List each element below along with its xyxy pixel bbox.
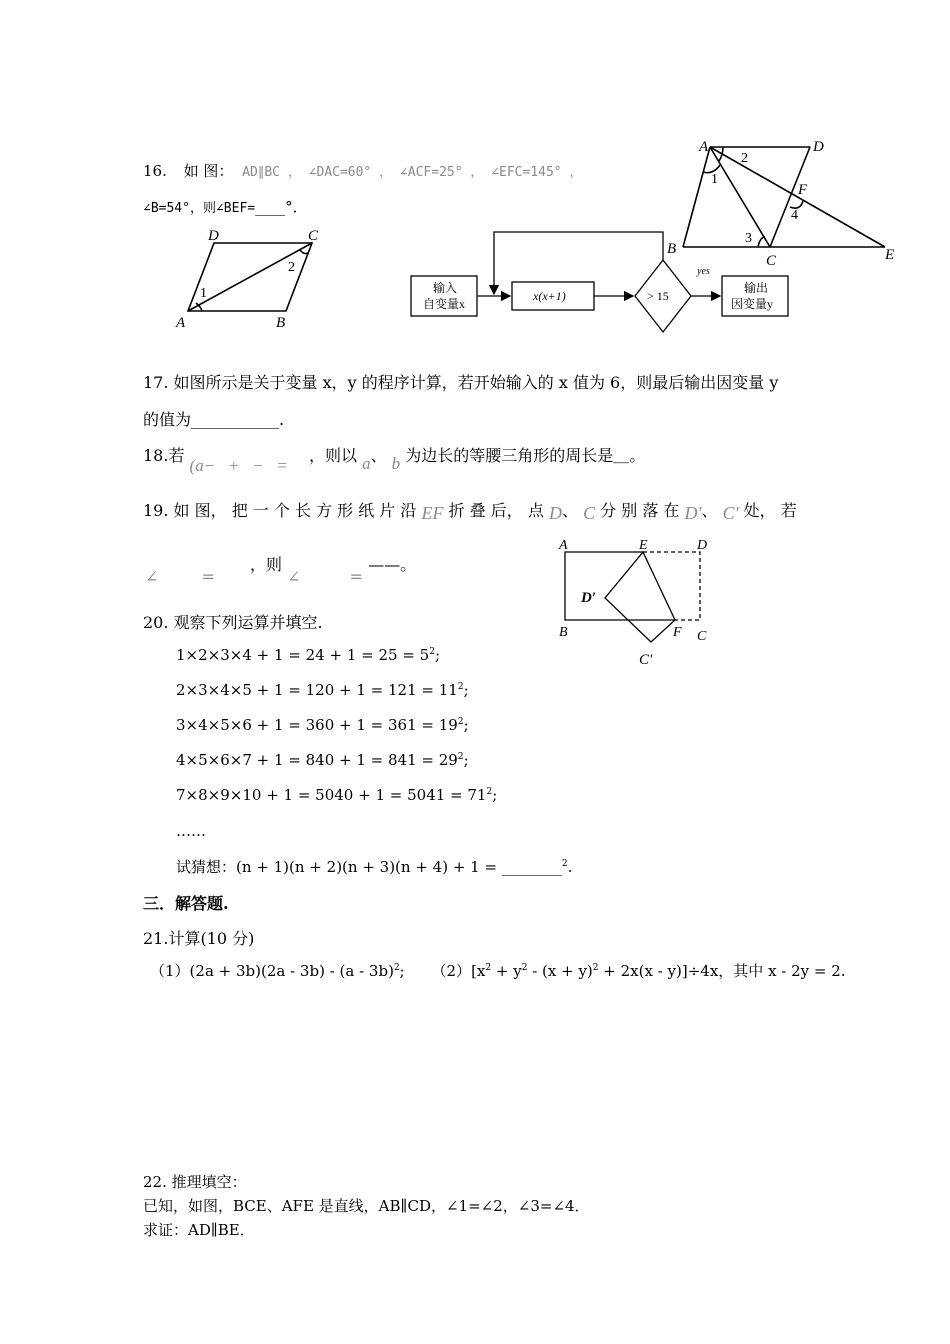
q20-row-exp: 2	[486, 787, 493, 797]
flow-condition-text: > 15	[647, 289, 669, 303]
q20-row-expr: 4×5×6×7 + 1 = 840 + 1 = 841 = 29	[176, 751, 458, 769]
q21-p1-expr: (2a + 3b)(2a - 3b) - (a - 3b)	[189, 962, 394, 980]
q19-var-c: C	[583, 503, 596, 523]
q17-line2	[143, 407, 284, 430]
section-3-title: 三．解答题.	[143, 894, 229, 913]
q20-row-exp: 2	[457, 682, 464, 692]
q19-text-d: 处， 若	[743, 501, 797, 520]
q20-row-end: ;	[492, 786, 498, 804]
q19-angle-1: ∠	[145, 567, 159, 586]
folded-quad	[605, 552, 675, 642]
label-E: E	[885, 247, 895, 263]
flow-input-line1: 输入	[433, 281, 458, 295]
label-D: D	[208, 228, 219, 244]
label-1: 1	[200, 286, 207, 301]
label-B: B	[276, 315, 286, 330]
q20-row-expr: 1×2×3×4 + 1 = 24 + 1 = 25 = 5	[176, 646, 430, 664]
label-2: 2	[288, 260, 295, 275]
q18-text-b: 为边长的等腰三角形的周长是＿。	[405, 446, 646, 465]
arc-angle-2	[300, 250, 308, 254]
q20-row-2	[176, 681, 469, 699]
rect-dashed-part	[643, 552, 700, 620]
q18-var-a: a	[362, 454, 371, 473]
q16-line2	[143, 196, 308, 217]
label-B: B	[559, 625, 568, 640]
q19-var-dprime: D′	[684, 503, 702, 523]
flow-input-line2: 自变量x	[423, 297, 466, 311]
q18-number: 18.若	[143, 446, 185, 465]
label-Cprime: C′	[639, 652, 653, 668]
q19-answer-blank: ——。	[368, 555, 417, 574]
label-B: B	[667, 241, 677, 257]
label-E: E	[639, 538, 648, 553]
q20-row-end: ;	[463, 681, 469, 699]
q17-text: 的值为	[143, 410, 192, 429]
q19-var-d: D	[548, 503, 562, 523]
q20-row-expr: 2×3×4×5 + 1 = 120 + 1 = 121 = 11	[176, 681, 458, 699]
q20-guess	[176, 856, 572, 877]
q20-guess-expr: (n + 1)(n + 2)(n + 3)(n + 4) + 1 = ________	[236, 858, 562, 876]
q19-then: ，则	[250, 555, 283, 574]
q18-expression: (a− + − =	[189, 456, 288, 475]
q19-text-c: 分 别 落 在	[600, 501, 680, 520]
q20-row-1	[176, 646, 440, 664]
q20-dots: ……	[176, 822, 206, 840]
label-2: 2	[741, 151, 748, 166]
q20-row-4	[176, 751, 469, 769]
q17-line1: 17. 如图所示是关于变量 x，y 的程序计算，若开始输入的 x 值为 6，则最后输出因变量 y	[143, 373, 779, 392]
label-F: F	[673, 625, 682, 640]
q21-p2-expr-b: + y	[491, 962, 522, 980]
q20-guess-end: .	[567, 858, 573, 876]
label-1: 1	[711, 172, 718, 187]
q20-row-expr: 7×8×9×10 + 1 = 5040 + 1 = 5041 = 71	[176, 786, 487, 804]
q16-text-a: 如 图：	[183, 162, 234, 180]
q16-conditions: AD∥BC ， ∠DAC=60° ， ∠ACF=25° ， ∠EFC=145° ，	[242, 165, 583, 180]
label-C: C	[697, 629, 707, 644]
q19-eq-1: =	[201, 567, 215, 586]
q20-row-exp: 2	[429, 647, 435, 657]
q17-end: .	[279, 410, 285, 429]
q19-var-cprime: C′	[722, 503, 739, 523]
label-Dprime: D′	[581, 590, 597, 606]
q16-number: 16.	[143, 162, 167, 180]
fig-flowchart	[405, 228, 795, 338]
flow-yes-label: yes	[697, 266, 710, 277]
q20-row-end: ;	[434, 646, 441, 664]
q20-row-exp: 2	[457, 752, 464, 762]
q18-text-a: ，则以	[308, 446, 357, 465]
q20-guess-exp: 2	[561, 859, 568, 869]
flow-compute-text: x(x+1)	[533, 289, 566, 303]
q19-text-b: 折 叠 后， 点	[448, 501, 544, 520]
q20-row-end: ;	[463, 716, 469, 734]
q21-p2-exp2: 2	[521, 963, 528, 973]
q21-p2-expr-a: [x	[471, 962, 486, 980]
label-A: A	[176, 315, 186, 330]
label-D: D	[813, 139, 824, 155]
q18-var-b: b	[391, 454, 401, 473]
q19-angle-2: ∠	[287, 567, 301, 586]
q21-p2-exp1: 2	[485, 963, 492, 973]
flow-loop-back	[494, 232, 663, 294]
label-C: C	[308, 228, 319, 244]
label-A: A	[699, 139, 709, 155]
label-3: 3	[745, 231, 752, 246]
q20-row-exp: 2	[457, 717, 464, 727]
label-4: 4	[791, 208, 798, 223]
fig-parallelogram	[170, 225, 330, 330]
q16-text-c: ∠B=54°，则∠BEF=	[143, 201, 256, 216]
q19-sep2: 、	[701, 501, 718, 520]
flow-output-line1: 输出	[744, 281, 769, 295]
q19-sep1: 、	[561, 501, 578, 520]
q18-sep: 、	[370, 446, 387, 465]
q21-title: 21.计算(10 分)	[143, 929, 255, 948]
label-D: D	[697, 538, 708, 553]
q21-parts	[150, 960, 846, 981]
q20-title: 20. 观察下列运算并填空.	[143, 613, 323, 632]
q19-line2	[145, 552, 417, 586]
q21-p1-end: ;	[399, 962, 405, 980]
q22-title: 22. 推理填空：	[143, 1173, 247, 1191]
q19-line1	[143, 498, 797, 521]
q19-eq-2: =	[349, 567, 364, 586]
q19-text-a: 19. 如 图， 把 一 个 长 方 形 纸 片 沿	[143, 501, 417, 520]
q20-guess-label: 试猜想：	[176, 858, 237, 876]
q16-answer-blank: ____	[255, 198, 286, 216]
q16-text-d: °．	[285, 198, 308, 216]
q17-answer-blank: ___________	[191, 410, 280, 429]
q19-var-ef: EF	[421, 503, 444, 523]
fig-q19-fold	[555, 532, 725, 670]
q21-p2-label: （2）	[431, 962, 472, 980]
q22-given: 已知，如图，BCE、AFE 是直线，AB∥CD，∠1=∠2，∠3=∠4．	[143, 1197, 590, 1215]
q21-p1-exp: 2	[393, 963, 400, 973]
q20-row-expr: 3×4×5×6 + 1 = 360 + 1 = 361 = 19	[176, 716, 458, 734]
q21-p2-exp3: 2	[592, 963, 599, 973]
q16-line1	[143, 160, 582, 181]
flow-output-line2: 因变量y	[731, 297, 774, 311]
q20-row-5	[176, 786, 497, 804]
q21-p2-expr-c: - (x + y)	[527, 962, 593, 980]
q20-row-end: ;	[463, 751, 469, 769]
label-F: F	[798, 182, 808, 198]
q18-line	[143, 443, 646, 475]
label-A: A	[559, 538, 568, 553]
q21-p1-label: （1）	[150, 962, 190, 980]
q21-p2-expr-d: + 2x(x - y)]÷4x，其中 x - 2y = 2.	[598, 962, 846, 980]
label-C: C	[766, 253, 777, 269]
q20-row-3	[176, 716, 469, 734]
q22-prove: 求证：AD∥BE．	[143, 1221, 255, 1239]
